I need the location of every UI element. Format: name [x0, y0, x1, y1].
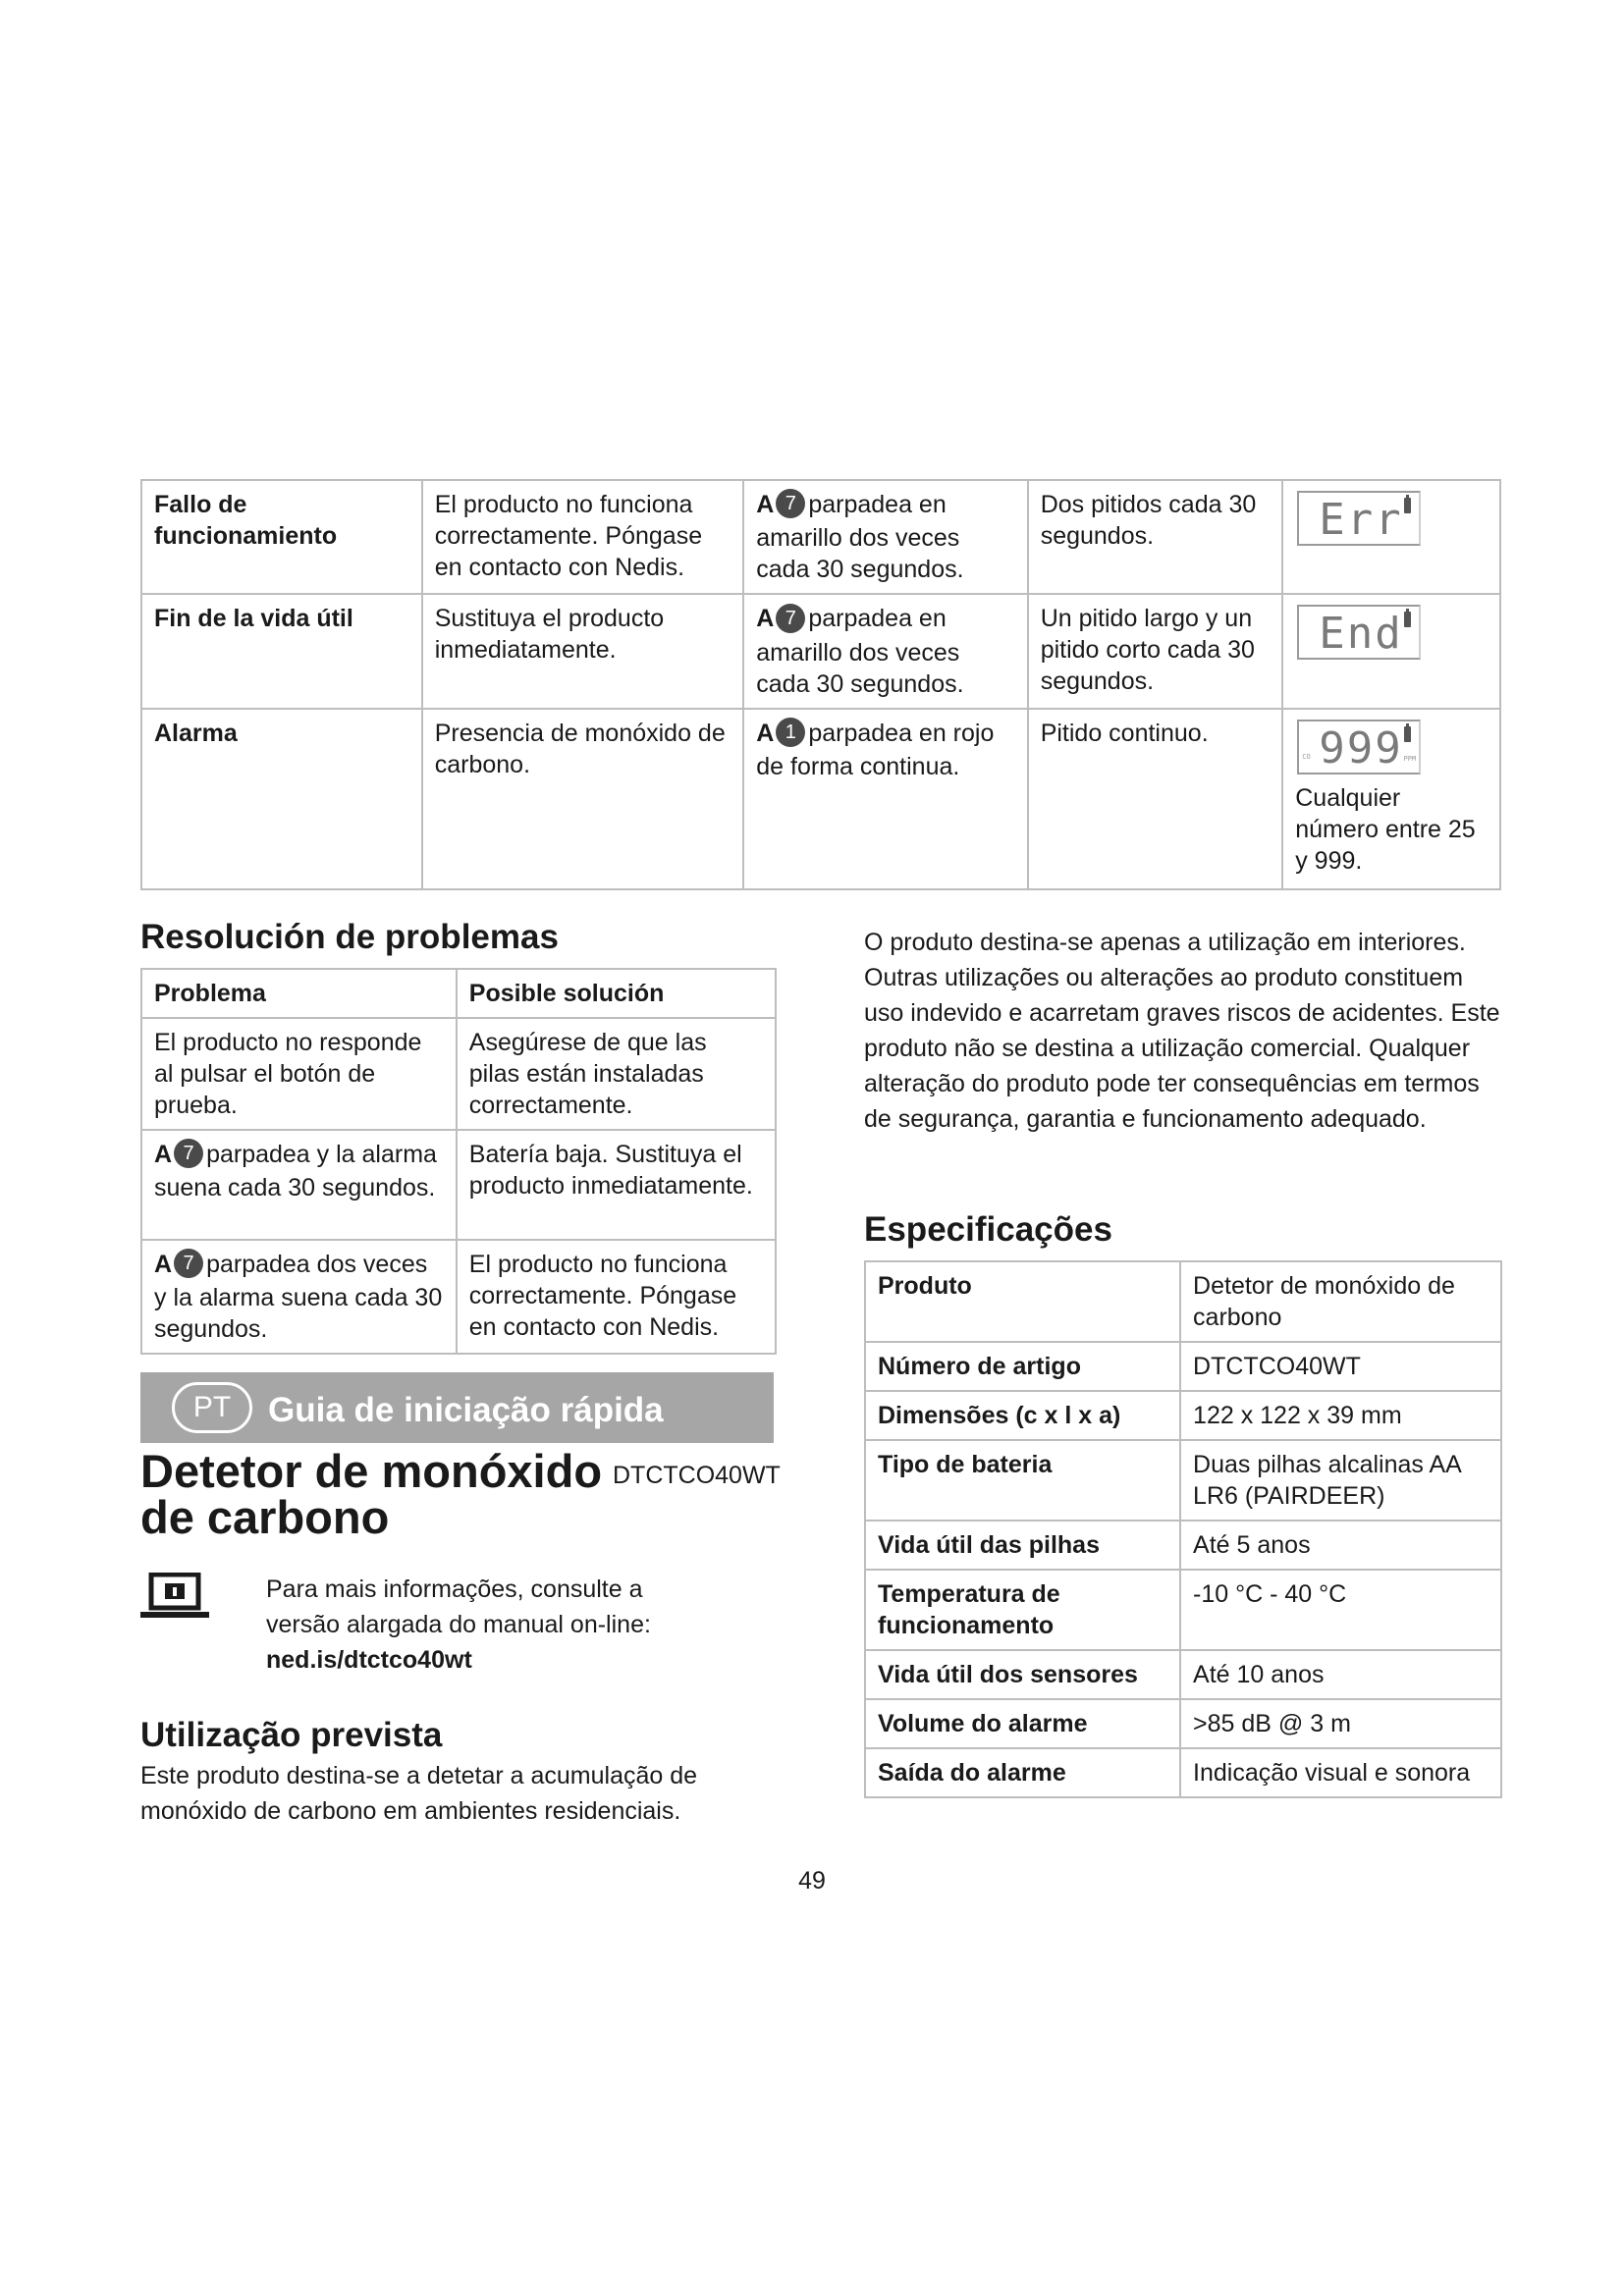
table-row: A 7 parpadea y la alarma suena cada 30 segundos. Batería baja. Sustituya el producto inmediatamente. — [141, 1130, 776, 1240]
table-row: Produto Detetor de monóxido de carbono — [865, 1261, 1501, 1342]
battery-icon — [1404, 612, 1411, 627]
table-row: Dimensões (c x l x a) 122 x 122 x 39 mm — [865, 1391, 1501, 1440]
status-label: Fin de la vida útil — [154, 605, 353, 633]
specs-heading: Especificações — [864, 1210, 1112, 1249]
status-sound: Dos pitidos cada 30 segundos. — [1028, 480, 1283, 594]
page-number: 49 — [798, 1867, 826, 1895]
table-header-row: Problema Posible solución — [141, 969, 776, 1018]
status-sound: Pitido continuo. — [1028, 709, 1283, 889]
table-row: Vida útil dos sensores Até 10 anos — [865, 1650, 1501, 1699]
status-description: Presencia de monóxido de carbono. — [422, 709, 744, 889]
status-row-alarm — [141, 709, 1500, 889]
status-label: Alarma — [154, 719, 238, 747]
status-led: A 7 parpadea en amarillo dos veces cada 30 segundos. — [743, 480, 1027, 594]
battery-icon — [1404, 726, 1411, 742]
led-number-badge: 7 — [174, 1249, 203, 1278]
table-row: A 7 parpadea dos veces y la alarma suena cada 30 segundos. El producto no funciona correctamente. Póngase en contacto con Nedis. — [141, 1240, 776, 1354]
led-number-badge: 1 — [776, 718, 805, 747]
specs-table — [864, 1260, 1502, 1798]
language-badge: PT — [172, 1382, 252, 1433]
status-description: El producto no funciona correctamente. Póngase en contacto con Nedis. — [422, 480, 744, 594]
troubleshooting-table — [140, 968, 777, 1355]
status-description: Sustituya el producto inmediatamente. — [422, 594, 744, 708]
page-title: Detetor de monóxido de carbono — [140, 1445, 603, 1543]
intended-use-text: Este produto destina-se a detetar a acumulação de monóxido de carbono em ambientes residenciais. — [140, 1762, 698, 1825]
table-row: El producto no responde al pulsar el botón de prueba. Asegúrese de que las pilas están instaladas correctamente. — [141, 1018, 776, 1130]
status-row-malfunction — [141, 480, 1500, 594]
table-row: Tipo de bateria Duas pilhas alcalinas AA LR6 (PAIRDEER) — [865, 1440, 1501, 1521]
table-row: Saída do alarme Indicação visual e sonora — [865, 1748, 1501, 1797]
banner-title: Guia de iniciação rápida — [268, 1391, 664, 1429]
status-table — [140, 479, 1501, 890]
battery-icon — [1404, 498, 1411, 513]
status-row-end-of-life — [141, 594, 1500, 708]
language-banner — [140, 1372, 774, 1443]
lcd-display-icon: Err — [1297, 491, 1421, 546]
model-number: DTCTCO40WT — [613, 1462, 781, 1489]
table-row: Vida útil das pilhas Até 5 anos — [865, 1521, 1501, 1570]
led-number-badge: 7 — [776, 489, 805, 518]
status-sound: Un pitido largo y un pitido corto cada 30 segundos. — [1028, 594, 1283, 708]
manual-info: Para mais informações, consulte a versão alargada do manual on-line: ned.is/dtctco40wt — [266, 1572, 651, 1678]
manual-link[interactable]: ned.is/dtctco40wt — [266, 1646, 472, 1674]
status-led: A 1 parpadea en rojo de forma continua. — [743, 709, 1027, 889]
status-label: Fallo de funcionamiento — [154, 491, 338, 550]
troubleshooting-heading: Resolución de problemas — [140, 918, 559, 956]
table-row: Número de artigo DTCTCO40WT — [865, 1342, 1501, 1391]
led-number-badge: 7 — [776, 604, 805, 633]
intended-use-text-continued: O produto destina-se apenas a utilização em interiores. Outras utilizações ou alterações ao produto constituem uso indevido e acarretam graves riscos de acidentes. Este produto não se destina a utilização comercial. Qualquer alteração do produto pode ter consequências em termos de segurança, garantia e funcionamento adequado. — [864, 929, 1500, 1133]
status-led: A 7 parpadea en amarillo dos veces cada 30 segundos. — [743, 594, 1027, 708]
led-number-badge: 7 — [174, 1139, 203, 1168]
lcd-display-icon: CO 999 PPM — [1297, 720, 1421, 774]
table-row: Volume do alarme >85 dB @ 3 m — [865, 1699, 1501, 1748]
intended-use-heading: Utilização prevista — [140, 1716, 443, 1754]
table-row: Temperatura de funcionamento -10 °C - 40 °C — [865, 1570, 1501, 1650]
lcd-display-icon: End — [1297, 605, 1421, 660]
laptop-manual-icon — [140, 1573, 209, 1622]
display-note: Cualquier número entre 25 y 999. — [1295, 783, 1476, 875]
